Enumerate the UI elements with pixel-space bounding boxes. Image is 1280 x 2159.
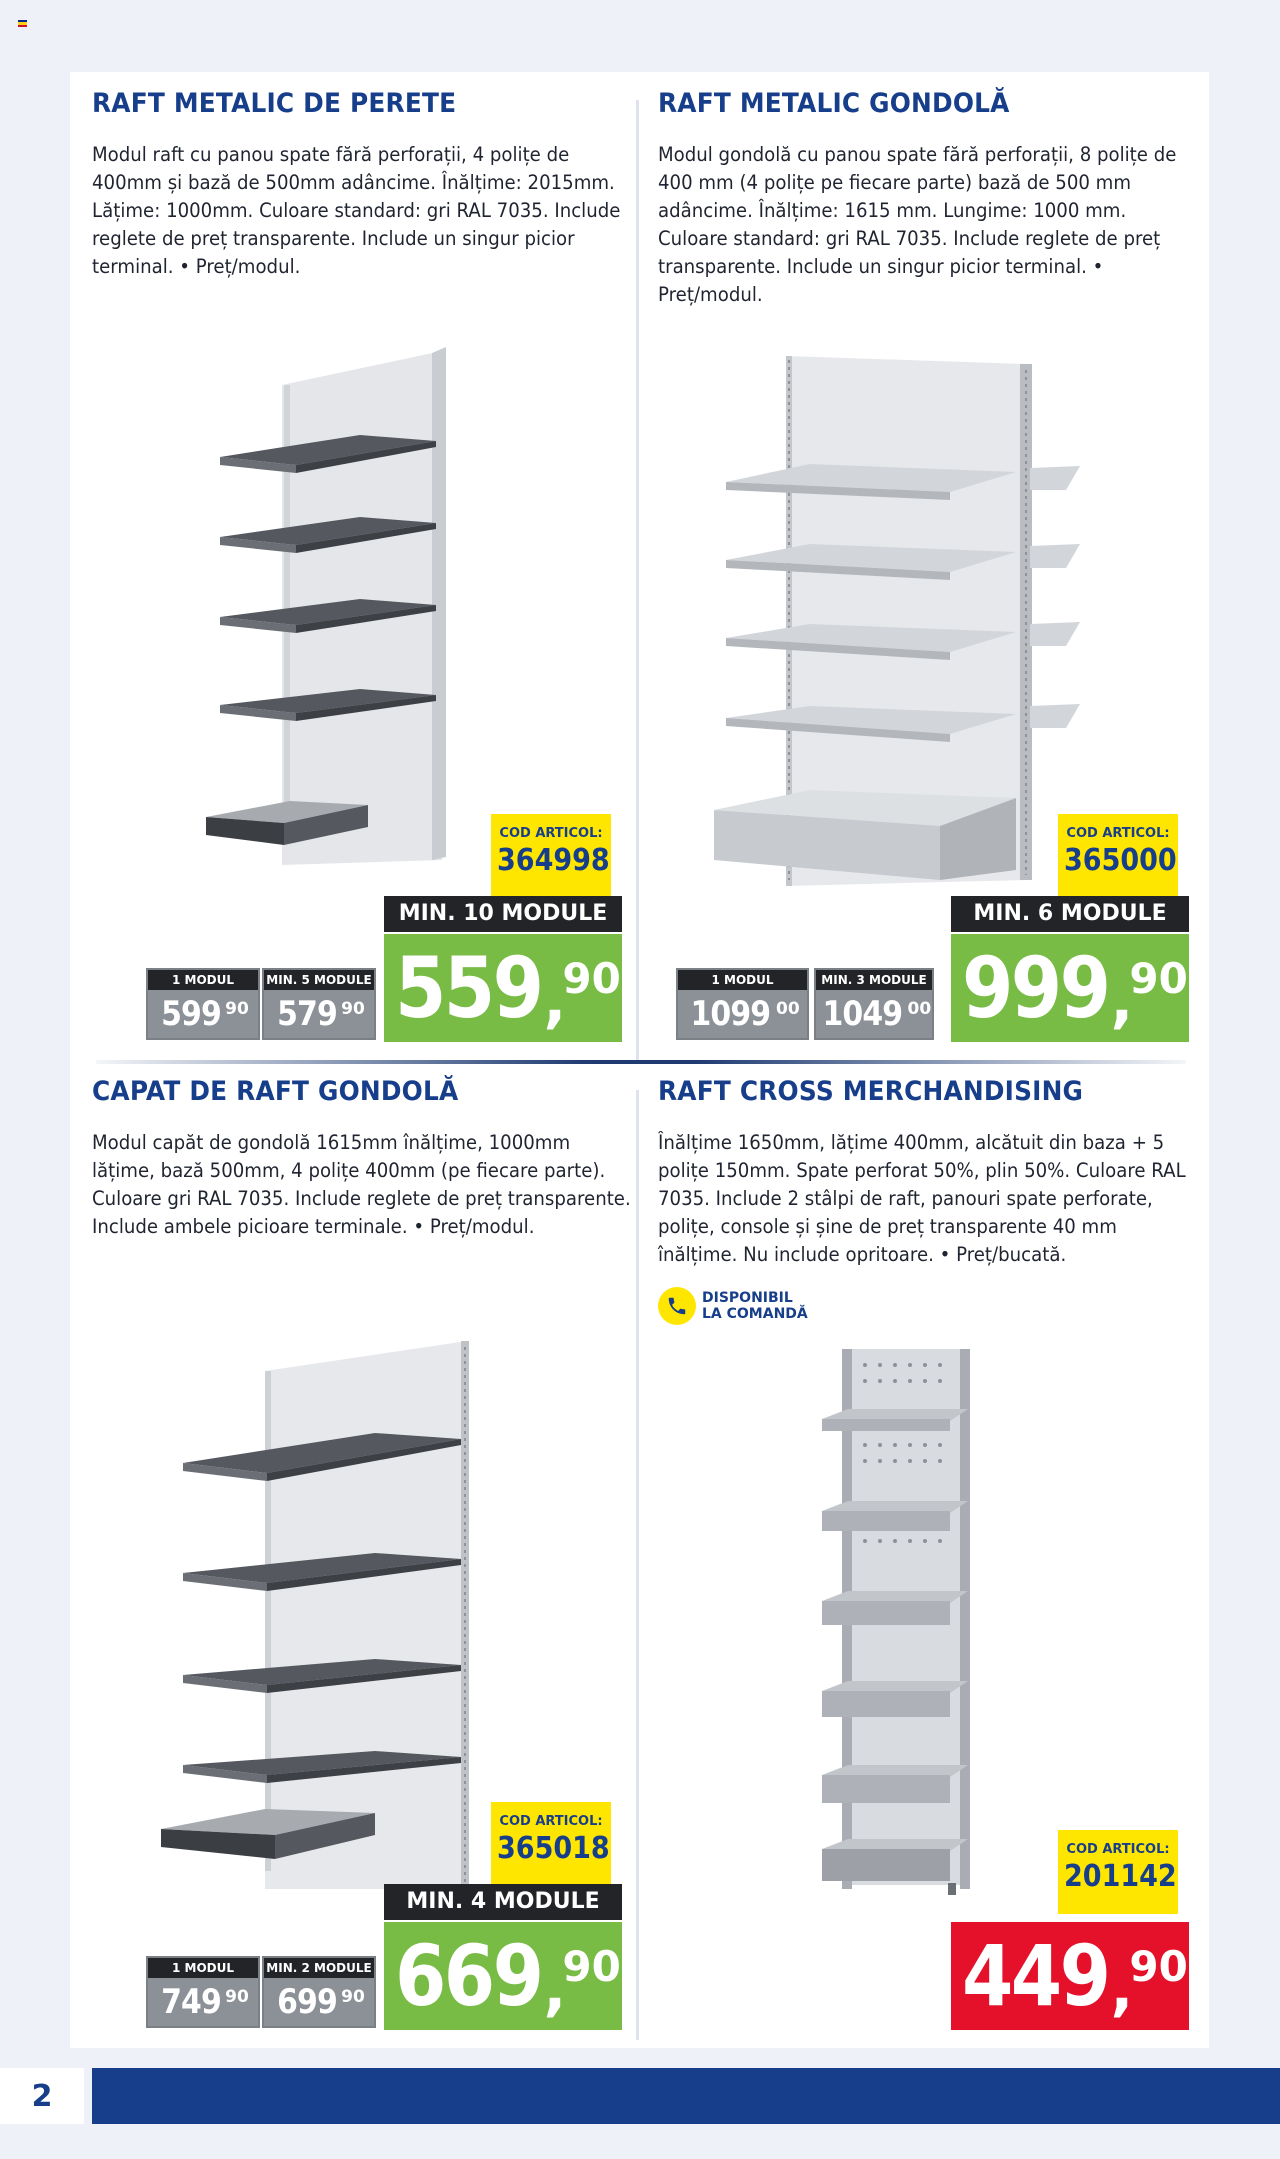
article-code-box [491, 814, 611, 898]
article-code-label: COD ARTICOL: [1066, 826, 1170, 841]
product-description: Modul raft cu panou spate fără perforații, 4 polițe de 400mm și bază de 500mm adâncime. Înălțime: 2015mm. Lățime: 1000mm. Culoare standard: gri RAL 7035. Include reglete de preț transparente. Include un singur picior terminal. • Preț/modul. [92, 143, 621, 278]
article-code-box [491, 1802, 611, 1886]
product-wall-shelf [92, 88, 632, 281]
price-integer: 449 [962, 1927, 1109, 2025]
main-price [384, 1922, 622, 2030]
main-price [384, 934, 622, 1042]
product-title: RAFT METALIC DE PERETE [92, 88, 457, 119]
tier-label: 1 MODUL [148, 1958, 258, 1978]
page-footer [0, 2068, 1280, 2124]
article-code-box [1058, 1830, 1178, 1914]
tier-price-integer: 749 [161, 1982, 222, 2022]
availability-badge [658, 1287, 812, 1325]
article-code: 365000 [1064, 843, 1177, 878]
tier-price-integer: 1049 [822, 994, 903, 1034]
cross-merchandising-shelf-image [820, 1345, 990, 1905]
price-integer: 999 [962, 939, 1109, 1037]
article-code-label: COD ARTICOL: [499, 1814, 603, 1829]
product-gondola-shelf [658, 88, 1198, 309]
min-modules-label: MIN. 10 MODULE [384, 896, 622, 932]
article-code-label: COD ARTICOL: [499, 826, 603, 841]
tier-price-decimals: 00 [907, 999, 932, 1019]
product-description: Modul gondolă cu panou spate fără perforații, 8 polițe de 400 mm (4 polițe pe fiecare parte) bază de 500 mm adâncime. Înălțime: 1615 mm. Lungime: 1000 mm. Culoare standard: gri RAL 7035. Include reglete de preț transparente. Include un singur picior terminal. • Preț/modul. [658, 143, 1177, 306]
romanian-flag-icon [18, 20, 27, 27]
article-code-label: COD ARTICOL: [1066, 1842, 1170, 1857]
product-description: Înălțime 1650mm, lățime 400mm, alcătuit din baza + 5 polițe 150mm. Spate perforat 50%, plin 50%. Culoare RAL 7035. Include 2 stâlpi de raft, panouri spate perforate, polițe, console și șine de preț transparente 40 mm înălțime. Nu include opritoare. • Preț/bucată. [658, 1131, 1186, 1266]
availability-text: DISPONIBIL LA COMANDĂ [702, 1290, 808, 1322]
tier-price [262, 1956, 376, 2028]
product-gondola-end-shelf [92, 1076, 632, 1241]
page-number: 2 [0, 2068, 84, 2124]
price-decimals: 90 [1129, 954, 1188, 1003]
tier-price-decimals: 00 [775, 999, 800, 1019]
tier-price-decimals: 90 [225, 1987, 249, 2007]
tier-label: MIN. 5 MODULE [264, 970, 374, 990]
tier-label: 1 MODUL [678, 970, 807, 990]
price-comma: , [543, 966, 567, 1036]
tier-price [262, 968, 376, 1040]
tier-price-integer: 699 [277, 1982, 338, 2022]
tier-label: MIN. 2 MODULE [264, 1958, 374, 1978]
tier-price-integer: 579 [277, 994, 338, 1034]
column-divider [636, 100, 639, 1060]
price-integer: 559 [395, 939, 542, 1037]
product-description: Modul capăt de gondolă 1615mm înălțime, 1000mm lățime, bază 500mm, 4 polițe 400mm (pe fiecare parte). Culoare gri RAL 7035. Include reglete de preț transparente. Include ambele picioare terminale. • Preț/modul. [92, 1131, 631, 1238]
gondola-end-shelf-image [155, 1335, 475, 1895]
phone-icon [658, 1287, 696, 1325]
footer-bar [92, 2068, 1280, 2124]
tier-price-decimals: 90 [341, 1987, 365, 2007]
tier-price-decimals: 90 [341, 999, 365, 1019]
article-code: 365018 [497, 1831, 610, 1866]
main-price [951, 1922, 1189, 2030]
min-modules-label: MIN. 4 MODULE [384, 1884, 622, 1920]
tier-price [146, 1956, 260, 2028]
wall-shelf-image [200, 345, 460, 865]
min-modules-label: MIN. 6 MODULE [951, 896, 1189, 932]
tier-price-integer: 1099 [690, 994, 771, 1034]
product-title: RAFT METALIC GONDOLĂ [658, 88, 1010, 119]
tier-label: MIN. 3 MODULE [816, 970, 932, 990]
tier-price-integer: 599 [161, 994, 222, 1034]
column-divider [636, 1090, 639, 2040]
gondola-shelf-image [700, 350, 1090, 890]
tier-price [814, 968, 934, 1040]
price-decimals: 90 [1129, 1942, 1188, 1991]
article-code-box [1058, 814, 1178, 898]
price-comma: , [1110, 966, 1134, 1036]
price-decimals: 90 [562, 954, 621, 1003]
row-divider [96, 1060, 1186, 1064]
article-code: 201142 [1064, 1859, 1177, 1894]
main-price [951, 934, 1189, 1042]
tier-price [146, 968, 260, 1040]
price-comma: , [1110, 1954, 1134, 2024]
price-decimals: 90 [562, 1942, 621, 1991]
tier-label: 1 MODUL [148, 970, 258, 990]
article-code: 364998 [497, 843, 610, 878]
product-title: RAFT CROSS MERCHANDISING [658, 1076, 1084, 1107]
product-cross-merchandising-shelf [658, 1076, 1198, 1269]
tier-price-decimals: 90 [225, 999, 249, 1019]
price-comma: , [543, 1954, 567, 2024]
price-integer: 669 [395, 1927, 542, 2025]
tier-price [676, 968, 809, 1040]
product-title: CAPAT DE RAFT GONDOLĂ [92, 1076, 459, 1107]
